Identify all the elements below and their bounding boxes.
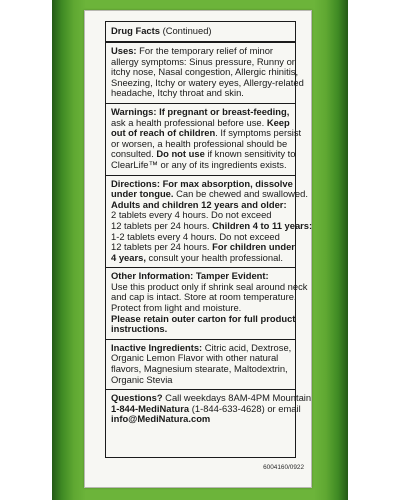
- contact-email: info@MediNatura.com: [111, 413, 211, 425]
- inactive-ingredients-text: Organic Lemon Flavor with other natural: [111, 352, 279, 364]
- other-information-text: and cap is intact. Store at room temperature.: [111, 291, 297, 303]
- uses-heading: Uses:: [111, 45, 137, 56]
- phone-number: 1-844-MediNatura: [111, 402, 190, 414]
- drug-facts-title: Drug Facts: [111, 25, 160, 36]
- inactive-ingredients-text: flavors, Magnesium stearate, Maltodextrin,: [111, 363, 288, 375]
- other-information-heading: Other Information: Tamper Evident:: [111, 270, 269, 282]
- uses-line: For the temporary relief of minor: [136, 45, 274, 56]
- warnings-section: [111, 104, 302, 175]
- warnings-text: ClearLife™ or any of its ingredients exists.: [111, 158, 287, 170]
- inactive-ingredients-text: Organic Stevia: [111, 373, 173, 385]
- directions-bold: For children under: [212, 241, 295, 253]
- warnings-text: if known sensitivity to: [204, 148, 296, 160]
- warnings-heading: Warnings: If pregnant or breast-feeding,: [111, 105, 290, 117]
- directions-text: 2 tablets every 4 hours. Do not exceed: [111, 209, 272, 221]
- uses-line: itchy nose, Nasal congestion, Allergic rhinitis,: [111, 66, 299, 78]
- warnings-bold: Keep: [266, 116, 290, 128]
- directions-section: [111, 176, 313, 268]
- other-information-bold: Please retain outer carton for full product: [111, 312, 296, 324]
- questions-section: [111, 390, 312, 429]
- warnings-text: or worsen, a health professional should be: [111, 137, 288, 149]
- uses-line: Sneezing, Itchy or watery eyes, Allergy-related: [111, 76, 304, 88]
- other-information-text: Use this product only if shrink seal around neck: [111, 280, 308, 292]
- directions-text: 12 tablets per 24 hours.: [111, 219, 213, 231]
- warnings-bold: Do not use: [156, 148, 205, 160]
- directions-bold: under tongue.: [111, 188, 174, 200]
- questions-text: Call weekdays 8AM-4PM Mountain: [162, 392, 312, 404]
- warnings-text: consulted.: [111, 148, 157, 160]
- continued-label: (Continued): [159, 25, 212, 36]
- directions-text: 1-2 tablets every 4 hours. Do not exceed: [111, 230, 280, 242]
- directions-heading: Directions: For max absorption, dissolve: [111, 177, 293, 189]
- inactive-ingredients-section: [111, 340, 291, 389]
- directions-text: Can be chewed and swallowed.: [173, 188, 308, 200]
- drug-facts-box: [105, 21, 313, 458]
- questions-text: (1-844-633-4628) or email: [189, 402, 301, 414]
- product-code: 6004160/0922: [263, 464, 304, 471]
- inactive-ingredients-heading: Inactive Ingredients:: [111, 341, 203, 353]
- questions-heading: Questions?: [111, 392, 163, 404]
- uses-line: headache, Itchy throat and skin.: [111, 87, 244, 99]
- directions-text: consult your health professional.: [145, 251, 283, 263]
- inactive-ingredients-text: Citric acid, Dextrose,: [202, 341, 292, 353]
- warnings-text: . If symptoms persist: [215, 127, 302, 139]
- directions-bold: Adults and children 12 years and older:: [111, 198, 287, 210]
- other-information-text: Protect from light and moisture.: [111, 302, 242, 314]
- directions-bold: Children 4 to 11 years:: [212, 219, 313, 231]
- uses-line: allergy symptoms: Sinus pressure, Runny or: [111, 55, 295, 67]
- directions-bold: 4 years,: [111, 251, 146, 263]
- warnings-text: ask a health professional before use.: [111, 116, 267, 128]
- drug-facts-header: [111, 25, 291, 39]
- other-information-section: [111, 268, 308, 339]
- directions-text: 12 tablets per 24 hours.: [111, 241, 213, 253]
- other-information-bold: instructions.: [111, 323, 168, 335]
- warnings-bold: out of reach of children: [111, 127, 216, 139]
- uses-section: [111, 43, 304, 103]
